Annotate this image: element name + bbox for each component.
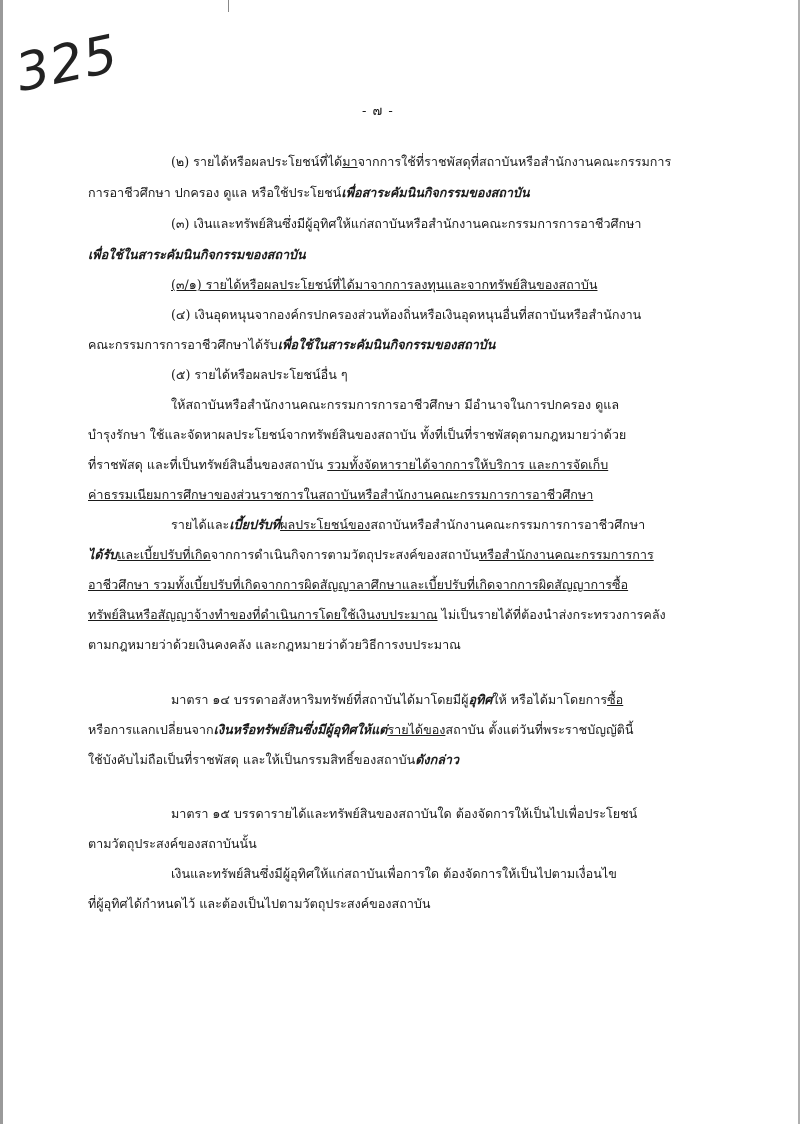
emphasized-text: ซื้อ — [607, 692, 624, 707]
text-line — [88, 751, 459, 769]
text-line — [88, 336, 495, 354]
text-line — [171, 366, 348, 384]
text-run: หรือการแลกเปลี่ยนจาก — [88, 722, 214, 737]
emphasized-text: และเบี้ยปรับที่เกิด — [117, 547, 211, 562]
text-line — [171, 306, 641, 324]
text-run: คณะกรรมการการอาชีวศึกษาได้รับ — [88, 337, 278, 352]
text-run: จากการใช้ที่ราชพัสดุที่สถาบันหรือสำนักงานคณะกรรมการ — [357, 154, 672, 169]
emphasized-text: มา — [342, 154, 358, 169]
emphasized-text: ดังกล่าว — [415, 752, 460, 767]
text-run: ตามวัตถุประสงค์ของสถาบันนั้น — [88, 836, 257, 851]
text-run: สถาบัน ตั้งแต่วันที่พระราชบัญญัตินี้ — [445, 722, 634, 737]
emphasized-text: ทรัพย์สินหรือสัญญาจ้างทำของที่ดำเนินการโดยใช้เงินงบประมาณ — [88, 607, 438, 622]
text-line — [171, 865, 617, 883]
emphasized-text: ได้รับ — [88, 547, 118, 562]
text-run: เงินและทรัพย์สินซึ่งมีผู้อุทิศให้แก่สถาบันเพื่อการใด ต้องจัดการให้เป็นไปตามเงื่อนไข — [171, 866, 617, 881]
emphasized-text: เพื่อสาระคัมนินกิจกรรมของสถาบัน — [341, 185, 530, 200]
text-run: การอาชีวศึกษา ปกครอง ดูแล หรือใช้ประโยชน์ — [88, 185, 342, 200]
text-line — [88, 835, 257, 853]
text-run: ที่ราชพัสดุ และที่เป็นทรัพย์สินอื่นของสถาบัน — [88, 457, 328, 472]
emphasized-text: ผลประโยชน์ของ — [280, 517, 371, 532]
text-run: บำรุงรักษา ใช้และจัดหาผลประโยชน์จากทรัพย์สินของสถาบัน ทั้งที่เป็นที่ราชพัสดุตามกฎหมายว่าด้วย — [88, 427, 627, 442]
text-line — [88, 184, 530, 202]
text-line — [88, 426, 626, 444]
text-line — [171, 215, 642, 233]
text-run: (๒) รายได้หรือผลประโยชน์ที่ได้ — [171, 154, 343, 169]
text-line — [171, 516, 645, 534]
emphasized-text: หรือสำนักงานคณะกรรมการการ — [479, 547, 654, 562]
emphasized-text: รวมทั้งจัดหารายได้จากการให้บริการ และการจัดเก็บ — [327, 457, 609, 472]
binder-mark — [228, 0, 229, 12]
page-number: - ๗ - — [362, 104, 394, 119]
text-line — [88, 486, 593, 504]
text-line — [88, 606, 666, 624]
emphasized-text: เพื่อใช้ในสาระคัมนินกิจกรรมของสถาบัน — [88, 247, 306, 262]
text-run: ไม่เป็นรายได้ที่ต้องนำส่งกระทรวงการคลัง — [437, 607, 666, 622]
text-line — [88, 636, 461, 654]
text-run: ที่ผู้อุทิศได้กำหนดไว้ และต้องเป็นไปตามวัตถุประสงค์ของสถาบัน — [88, 896, 431, 911]
text-run: รายได้และ — [171, 517, 230, 532]
emphasized-text: ค่าธรรมเนียมการศึกษาของส่วนราชการในสถาบันหรือสำนักงานคณะกรรมการการอาชีวศึกษา — [88, 487, 594, 502]
emphasized-text: อุทิศ — [468, 692, 493, 707]
text-line — [171, 396, 619, 414]
emphasized-text: เพื่อใช้ในสาระคัมนินกิจกรรมของสถาบัน — [277, 337, 496, 352]
emphasized-text: เบี้ยปรับที่ — [229, 517, 281, 532]
emphasized-text: รายได้ของ — [387, 722, 446, 737]
text-line — [88, 895, 431, 913]
text-line — [171, 691, 623, 709]
text-line — [171, 276, 597, 294]
text-run: มาตรา ๑๕ บรรดารายได้และทรัพย์สินของสถาบันใด ต้องจัดการให้เป็นไปเพื่อประโยชน์ — [171, 806, 638, 821]
emphasized-text: (๓/๑) รายได้หรือผลประโยชน์ที่ได้มาจากการลงทุนและจากทรัพย์สินของสถาบัน — [171, 277, 598, 292]
text-line — [171, 153, 671, 171]
text-line — [171, 805, 637, 823]
text-line — [88, 576, 628, 594]
text-run: จากการดำเนินกิจการตามวัตถุประสงค์ของสถาบัน — [210, 547, 480, 562]
text-run: ตามกฎหมายว่าด้วยเงินคงคลัง และกฎหมายว่าด้วยวิธีการงบประมาณ — [88, 637, 461, 652]
text-run: ใช้บังคับไม่ถือเป็นที่ราชพัสดุ และให้เป็นกรรมสิทธิ์ของสถาบัน — [88, 752, 416, 767]
text-run: (๕) รายได้หรือผลประโยชน์อื่น ๆ — [171, 367, 348, 382]
text-line — [88, 546, 654, 564]
handwritten-page-number: 325 — [10, 24, 124, 104]
text-run: สถาบันหรือสำนักงานคณะกรรมการการอาชีวศึกษา — [370, 517, 646, 532]
text-line — [88, 721, 633, 739]
emphasized-text: อาชีวศึกษา รวมทั้งเบี้ยปรับที่เกิดจากการผิดสัญญาลาศึกษาและเบี้ยปรับที่เกิดจากการผิดสัญญาการซื้อ — [88, 577, 629, 592]
text-run: ให้ หรือได้มาโดยการ — [492, 692, 608, 707]
text-run: ให้สถาบันหรือสำนักงานคณะกรรมการการอาชีวศึกษา มีอำนาจในการปกครอง ดูแล — [171, 397, 620, 412]
text-run: (๔) เงินอุดหนุนจากองค์กรปกครองส่วนท้องถิ่นหรือเงินอุดหนุนอื่นที่สถาบันหรือสำนักงาน — [171, 307, 642, 322]
text-run: มาตรา ๑๔ บรรดาอสังหาริมทรัพย์ที่สถาบันได้มาโดยมีผู้ — [171, 692, 469, 707]
text-run: (๓) เงินและทรัพย์สินซึ่งมีผู้อุทิศให้แก่สถาบันหรือสำนักงานคณะกรรมการการอาชีวศึกษา — [171, 216, 642, 231]
text-line — [88, 456, 608, 474]
emphasized-text: เงินหรือทรัพย์สินซึ่งมีผู้อุทิศให้แต่ — [213, 722, 388, 737]
text-line — [88, 246, 306, 264]
